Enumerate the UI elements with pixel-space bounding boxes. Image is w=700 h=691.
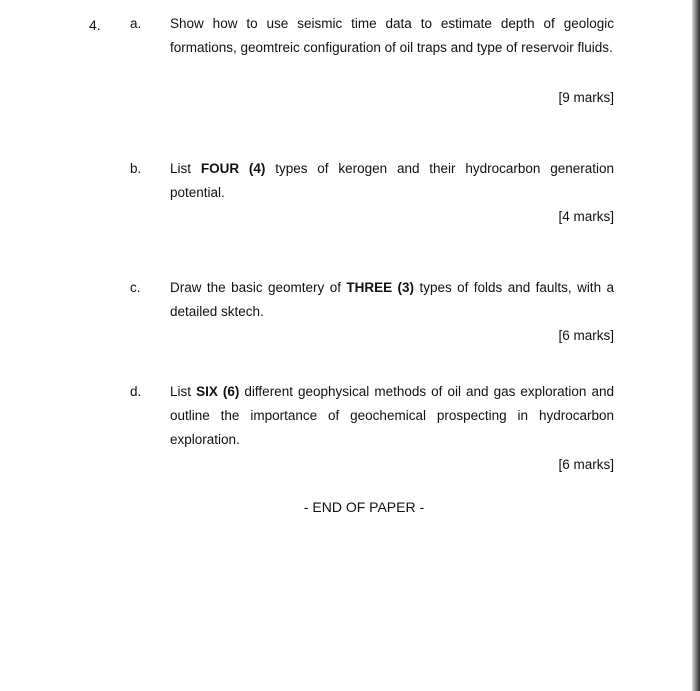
marks-label: [9 marks]: [558, 90, 614, 105]
marks-label: [6 marks]: [558, 457, 614, 472]
question-text-segment: types of kerogen and their hydrocarbon generation potential.: [170, 161, 615, 200]
part-letter: a.: [130, 16, 142, 31]
marks-label: [6 marks]: [558, 328, 614, 343]
question-emphasis: FOUR (4): [200, 161, 266, 176]
part-letter: c.: [130, 280, 141, 295]
question-text-segment: List: [170, 161, 201, 176]
part-letter: b.: [130, 161, 142, 176]
question-text: [170, 157, 614, 205]
question-text-segment: Show how to use seismic time data to estimate depth of geologic formations, geomtreic configuration of oil traps and type of reservoir fluids.: [170, 16, 614, 55]
question-text-segment: types of folds and faults, with a detailed sktech.: [170, 280, 614, 319]
question-text-segment: different geophysical methods of oil and gas exploration and outline the importance of geochemical prospecting in hydrocarbon exploration.: [170, 384, 614, 447]
question-number: 4.: [89, 17, 101, 33]
end-of-paper: - END OF PAPER -: [303, 499, 425, 515]
question-text: [170, 380, 614, 452]
question-emphasis: SIX (6): [196, 384, 240, 399]
question-text-segment: List: [170, 384, 197, 399]
part-letter: d.: [130, 384, 142, 399]
page-edge-shadow: [692, 0, 700, 691]
question-text: [170, 12, 614, 60]
question-text-segment: Draw the basic geomtery of: [170, 280, 347, 295]
question-text: [170, 276, 614, 324]
marks-label: [4 marks]: [558, 209, 614, 224]
question-emphasis: THREE (3): [346, 280, 415, 295]
